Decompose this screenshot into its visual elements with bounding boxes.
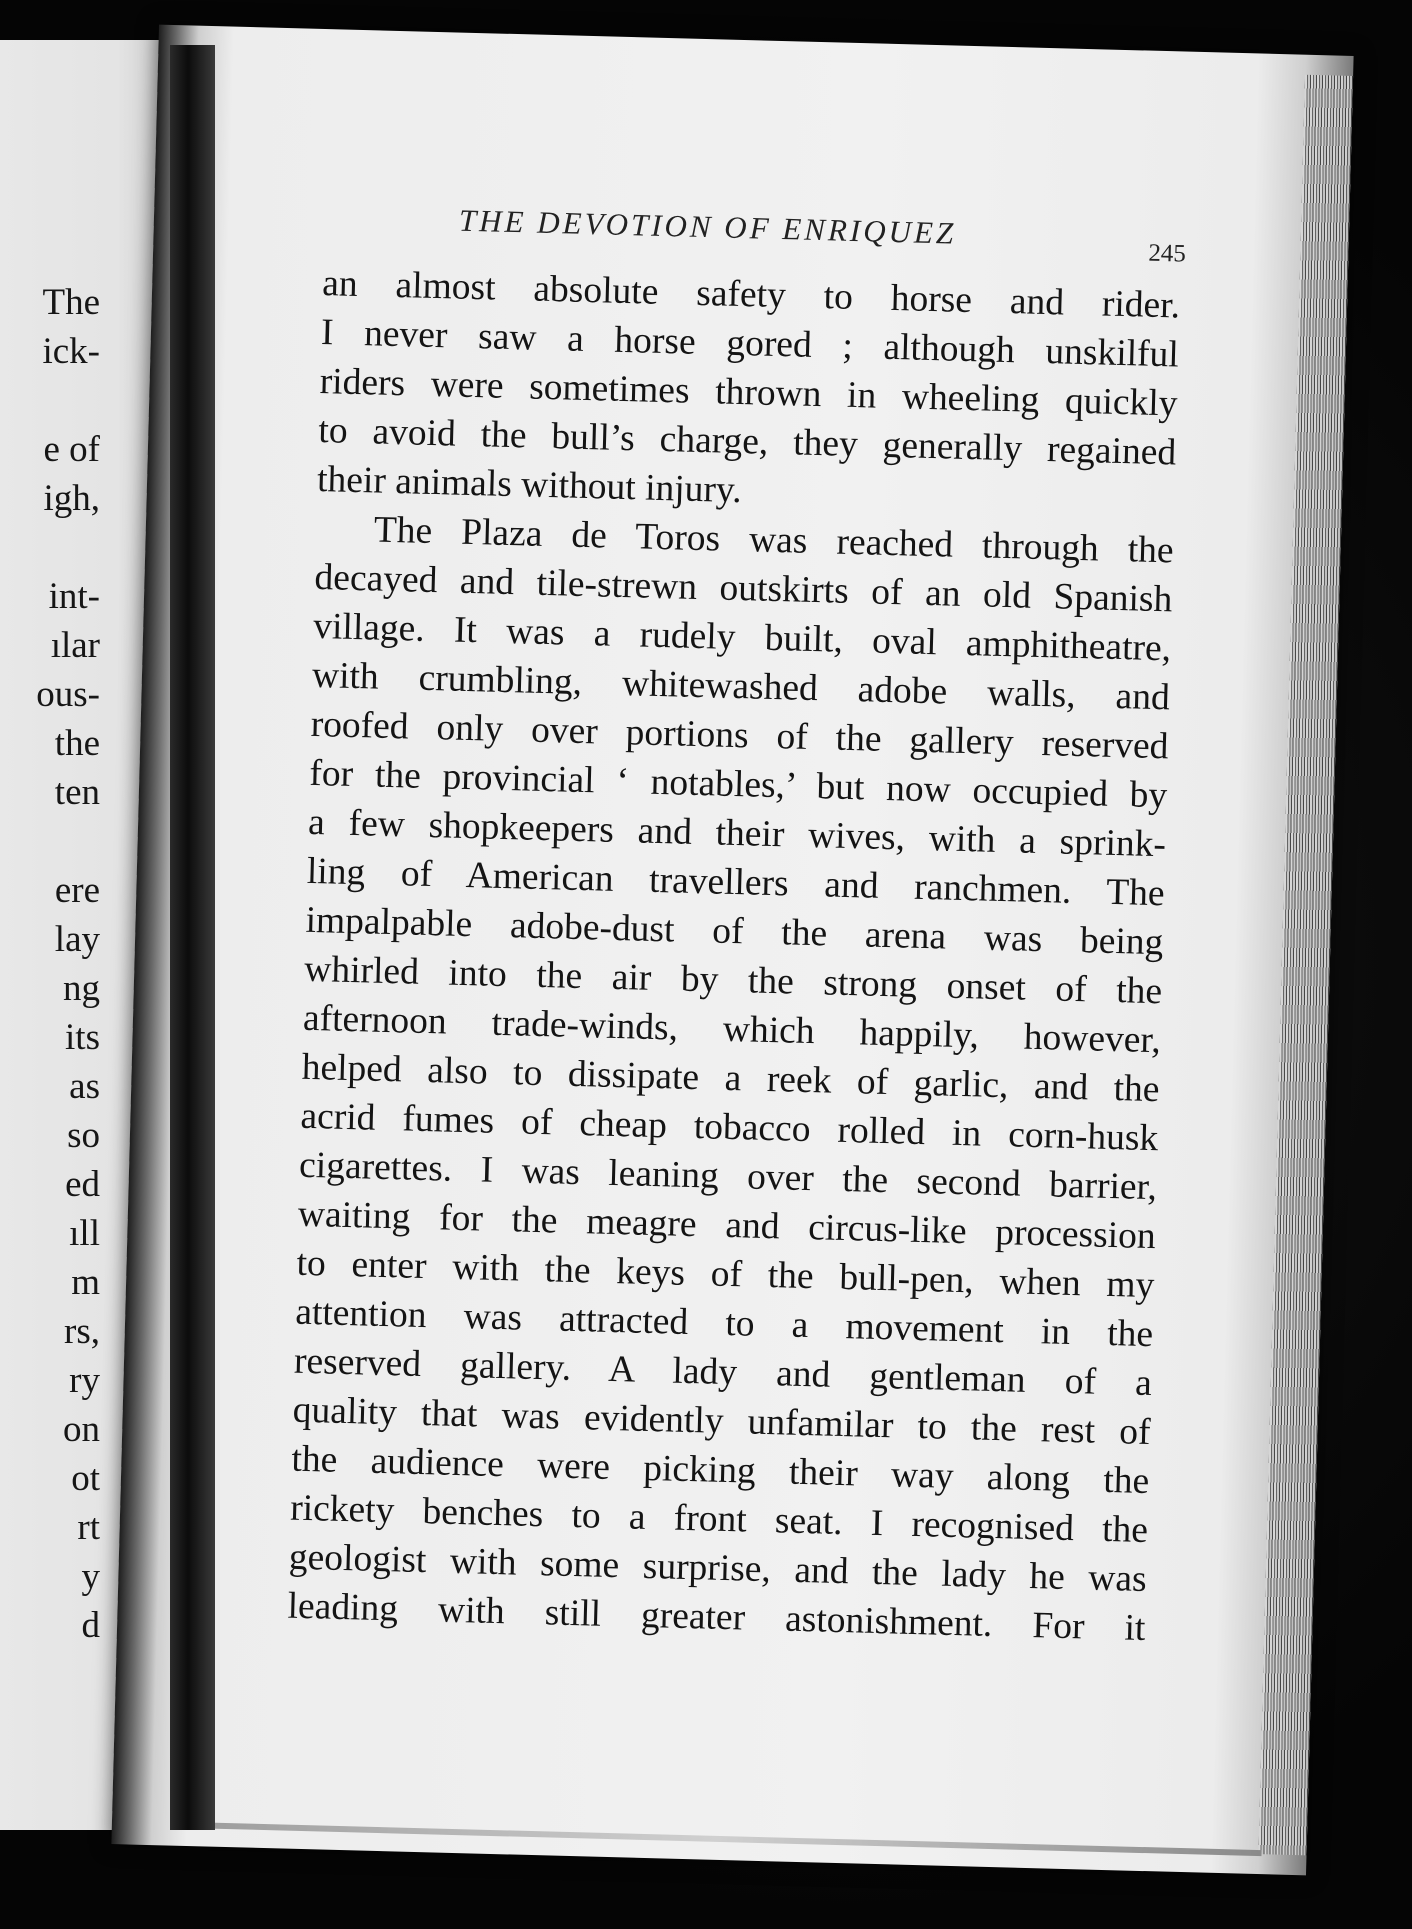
page-edges [1259, 75, 1354, 1856]
left-text-line: ry [69, 1360, 100, 1401]
left-page-text [0, 278, 100, 1650]
left-text-line: m [71, 1262, 100, 1303]
left-text-line: as [69, 1066, 100, 1107]
left-text-line: its [65, 1017, 100, 1058]
left-text-line: ot [71, 1458, 100, 1499]
text-line: their animals without injury. [316, 458, 743, 512]
text-line: reserved gallery. A lady and gentleman of a [293, 1340, 1153, 1405]
book-gutter [170, 45, 215, 1830]
running-head: THE DEVOTION OF ENRIQUEZ [458, 202, 957, 251]
text-line: for the provincial ‘ notables,’ but now occupied by [308, 752, 1168, 817]
text-line: village. It was a rudely built, oval amphitheatre, [312, 605, 1172, 670]
text-line: attention was attracted to a movement in the [294, 1291, 1154, 1356]
left-text-line: ick- [42, 331, 100, 372]
left-text-line: ere [54, 870, 100, 911]
left-text-line: ten [54, 772, 100, 813]
text-line: roofed only over portions of the gallery reserved [310, 703, 1170, 768]
left-text-line: on [63, 1409, 100, 1450]
text-line: the audience were picking their way along the [290, 1438, 1150, 1503]
text-line: I never saw a horse gored ; although unskilful [320, 312, 1180, 376]
left-text-line: ng [63, 968, 100, 1009]
page-number: 245 [1148, 239, 1187, 268]
left-text-line [0, 817, 100, 866]
left-text-line: ous- [36, 674, 100, 715]
left-text-line: int- [48, 576, 100, 617]
left-text-line: ıll [69, 1213, 100, 1254]
text-line: waiting for the meagre and circus-like procession [297, 1193, 1157, 1258]
text-line: acrid fumes of cheap tobacco rolled in corn-husk [299, 1095, 1159, 1160]
right-page [111, 25, 1353, 1876]
left-text-line: so [67, 1115, 100, 1156]
page-bottom-edge [172, 1822, 1262, 1857]
left-text-line: igh, [43, 478, 100, 519]
text-line: leading with still greater astonishment. For it [287, 1585, 1146, 1650]
text-line: an almost absolute safety to horse and rider. [321, 263, 1181, 327]
text-line: to enter with the keys of the bull-pen, when my [296, 1242, 1155, 1307]
left-text-line [0, 376, 100, 425]
left-text-line: e of [43, 429, 100, 470]
text-line: rickety benches to a front seat. I recognised the [289, 1487, 1149, 1552]
text-line: afternoon trade-winds, which happily, however, [302, 997, 1162, 1062]
left-text-line: rs, [64, 1311, 100, 1352]
left-text-line: The [42, 282, 100, 323]
left-text-line: the [54, 723, 100, 764]
text-line: ling of American travellers and ranchmen. The [306, 850, 1166, 915]
text-line: helped also to dissipate a reek of garlic, and the [301, 1046, 1161, 1111]
left-text-line: y [81, 1556, 100, 1597]
body-text [287, 259, 1181, 1653]
left-text-line: d [81, 1605, 100, 1646]
text-line: whirled into the air by the strong onset of the [303, 948, 1163, 1013]
left-text-line: rt [77, 1507, 100, 1548]
text-line: riders were sometimes thrown in wheeling quickly [319, 361, 1178, 425]
text-line: with crumbling, whitewashed adobe walls, and [311, 654, 1171, 719]
text-line: impalpable adobe-dust of the arena was being [305, 899, 1164, 964]
text-line: geologist with some surprise, and the lady he was [288, 1536, 1148, 1601]
text-line: to avoid the bull’s charge, they generally regained [317, 409, 1177, 474]
text-line: decayed and tile-strewn outskirts of an old Spanish [314, 556, 1173, 621]
left-text-line [0, 523, 100, 572]
text-line: The Plaza de Toros was reached through the [373, 509, 1175, 572]
left-text-line: ılar [50, 625, 100, 666]
text-line: quality that was evidently unfamilar to the rest of [292, 1389, 1152, 1454]
text-line: cigarettes. I was leaning over the second barrier, [298, 1144, 1158, 1209]
left-text-line: ed [65, 1164, 100, 1205]
text-line: a few shopkeepers and their wives, with a sprink- [307, 801, 1167, 866]
left-text-line: lay [54, 919, 100, 960]
